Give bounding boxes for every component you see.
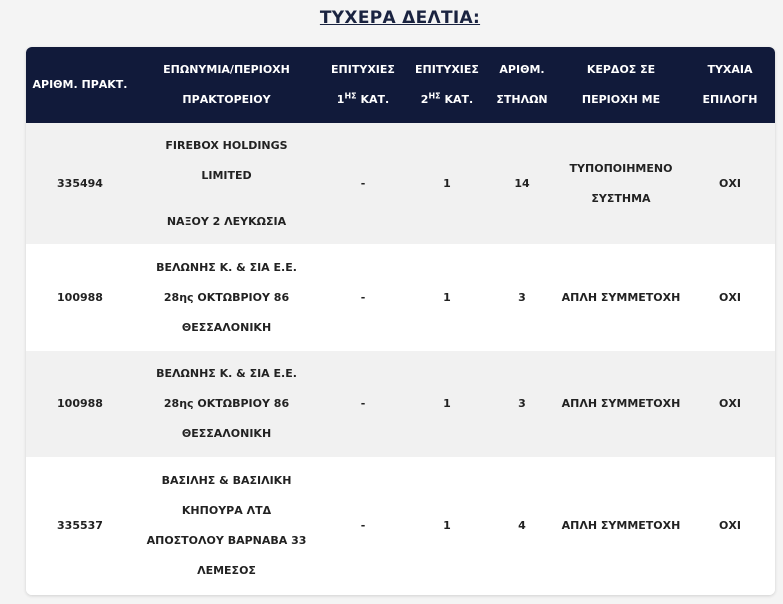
agency-name-cell (134, 351, 319, 457)
agency-name-line: FIREBOX HOLDINGS (165, 138, 288, 152)
winning-tickets-table (26, 47, 775, 595)
header-wins2-suffix: ΚΑΤ. (440, 93, 474, 106)
agency-city-line: ΘΕΣΣΑΛΟΝΙΚΗ (181, 320, 272, 334)
table-row (26, 351, 775, 457)
wins-2nd-cell: 1 (443, 176, 451, 190)
wins-1st-cell: - (360, 397, 366, 410)
header-win-type-line1: ΚΕΡΔΟΣ ΣΕ (586, 63, 656, 76)
header-wins1-suffix: ΚΑΤ. (356, 93, 390, 106)
agency-name-line: ΒΕΛΩΝΗΣ Κ. & ΣΙΑ Ε.Ε. (156, 260, 297, 274)
header-wins1-superscript: ΗΣ (344, 91, 357, 101)
header-random-pick (685, 47, 775, 123)
header-win-type-line2: ΠΕΡΙΟΧΗ ΜΕ (581, 93, 661, 106)
header-agency-name (134, 47, 319, 123)
win-type-line: ΑΠΛΗ ΣΥΜΜΕΤΟΧΗ (561, 397, 681, 410)
header-wins1-line1: ΕΠΙΤΥΧΙΕΣ (331, 63, 395, 76)
header-agency-name-line1: ΕΠΩΝΥΜΙΑ/ΠΕΡΙΟΧΗ (163, 63, 290, 76)
win-type-line: ΣΥΣΤΗΜΑ (591, 191, 651, 205)
header-columns-line1: ΑΡΙΘΜ. (499, 63, 545, 76)
header-random-line1: ΤΥΧΑΙΑ (707, 63, 753, 76)
header-agency-number (26, 47, 134, 123)
agency-name-line: ΒΕΛΩΝΗΣ Κ. & ΣΙΑ Ε.Ε. (156, 367, 297, 380)
header-agency-name-line2: ΠΡΑΚΤΟΡΕΙΟΥ (182, 93, 271, 106)
table-header-row (26, 47, 775, 123)
header-wins2-line1: ΕΠΙΤΥΧΙΕΣ (415, 63, 479, 76)
header-wins-2nd-category (407, 47, 487, 123)
page-title-wrapper (0, 8, 783, 28)
random-pick-cell: ΟΧΙ (719, 397, 741, 410)
header-columns-line2: ΣΤΗΛΩΝ (496, 93, 548, 106)
agency-address-line: ΝΑΞΟΥ 2 ΛΕΥΚΩΣΙΑ (166, 214, 287, 228)
agency-city-line: ΛΕΜΕΣΟΣ (197, 564, 256, 577)
agency-name-line: ΚΗΠΟΥΡΑ ΛΤΔ (181, 504, 272, 517)
wins-1st-cell: - (360, 176, 366, 190)
agency-address-line: 28ης ΟΚΤΩΒΡΙΟΥ 86 (163, 397, 290, 410)
agency-name-cell (134, 123, 319, 244)
agency-number-cell: 100988 (57, 397, 103, 410)
header-wins2-number: 2 (420, 93, 429, 106)
agency-name-line: ΒΑΣΙΛΗΣ & ΒΑΣΙΛΙΚΗ (161, 474, 292, 487)
header-columns-count (487, 47, 557, 123)
win-type-line: ΤΥΠΟΠΟΙΗΜΕΝΟ (569, 161, 673, 175)
agency-address-line: 28ης ΟΚΤΩΒΡΙΟΥ 86 (163, 290, 290, 304)
win-type-cell (557, 351, 685, 457)
win-type-line: ΑΠΛΗ ΣΥΜΜΕΤΟΧΗ (561, 519, 681, 532)
win-type-cell (557, 244, 685, 351)
columns-cell: 14 (514, 176, 530, 190)
agency-name-cell (134, 457, 319, 595)
columns-cell: 4 (518, 519, 526, 532)
wins-2nd-cell: 1 (443, 519, 451, 532)
win-type-cell (557, 457, 685, 595)
random-pick-cell: ΟΧΙ (719, 176, 741, 190)
table-row (26, 457, 775, 595)
wins-1st-cell: - (360, 290, 366, 304)
wins-1st-cell: - (360, 519, 366, 532)
win-type-cell (557, 123, 685, 244)
random-pick-cell: ΟΧΙ (719, 290, 741, 304)
columns-cell: 3 (518, 397, 526, 410)
header-win-type (557, 47, 685, 123)
header-agency-number-label: ΑΡΙΘΜ. ΠΡΑΚΤ. (32, 78, 128, 91)
wins-2nd-cell: 1 (443, 397, 451, 410)
agency-name-spacer (138, 191, 315, 207)
agency-city-line: ΘΕΣΣΑΛΟΝΙΚΗ (181, 427, 272, 440)
agency-number-cell: 100988 (57, 290, 103, 304)
agency-number-cell: 335494 (57, 176, 103, 190)
wins-2nd-cell: 1 (443, 290, 451, 304)
random-pick-cell: ΟΧΙ (719, 519, 741, 532)
columns-cell: 3 (518, 290, 526, 304)
table-row (26, 123, 775, 244)
header-random-line2: ΕΠΙΛΟΓΗ (702, 93, 758, 106)
win-type-line: ΑΠΛΗ ΣΥΜΜΕΤΟΧΗ (561, 290, 681, 304)
agency-name-cell (134, 244, 319, 351)
header-wins1-number: 1 (336, 93, 345, 106)
table-row (26, 244, 775, 351)
header-wins2-superscript: ΗΣ (428, 91, 441, 101)
header-wins-1st-category (319, 47, 407, 123)
agency-address-line: ΑΠΟΣΤΟΛΟΥ ΒΑΡΝΑΒΑ 33 (146, 534, 307, 547)
agency-number-cell: 335537 (57, 519, 103, 532)
agency-name-line: LIMITED (201, 168, 252, 182)
page-title: ΤΥΧΕΡΑ ΔΕΛΤΙΑ: (319, 8, 481, 28)
